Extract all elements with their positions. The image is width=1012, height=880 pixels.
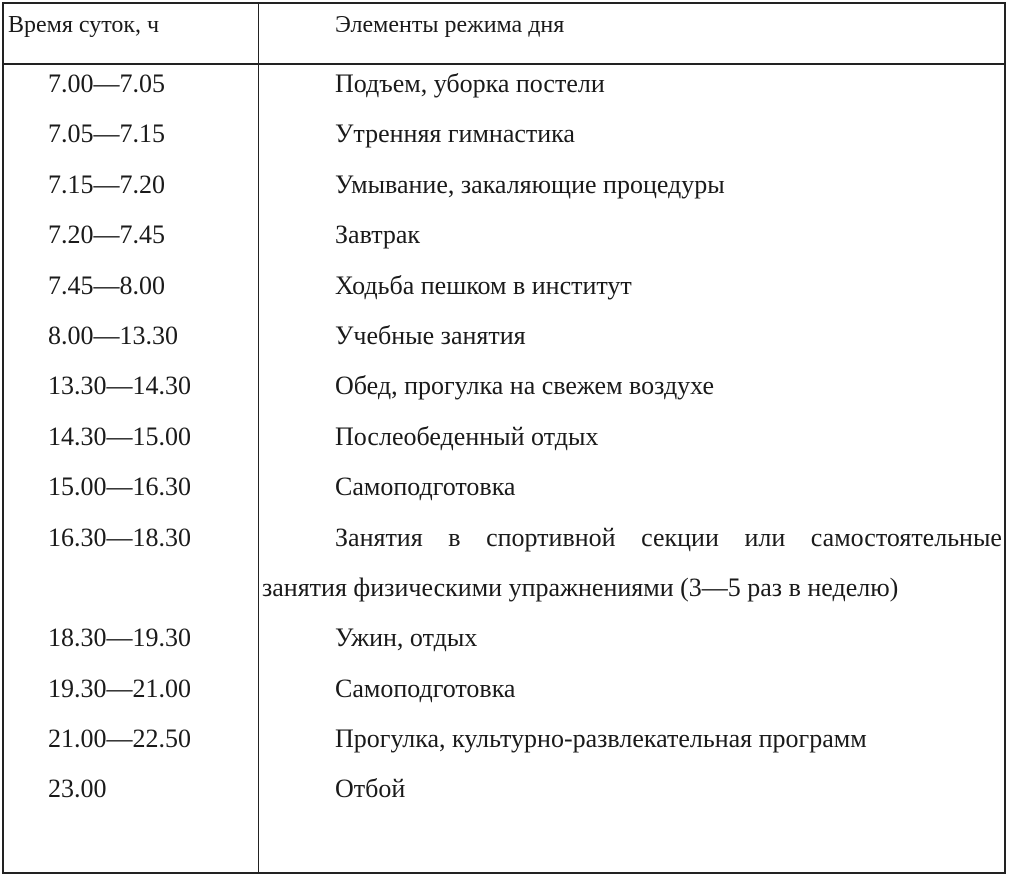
table-body [4,67,1004,823]
activity-cell: Самоподготовка [335,472,516,502]
activity-cell: Подъем, уборка постели [335,69,605,98]
activity-cell: Ходьба пешком в институт [335,270,632,300]
activity-cell: Умывание, закаляющие процедуры [335,169,725,199]
activity-cell: Послеобеденный отдых [335,421,599,451]
activity-cell: Ужин, отдых [335,623,478,653]
table-row [4,67,1004,117]
table-row [4,772,1004,822]
activity-cell: Отбой [335,774,406,804]
activity-cell: Завтрак [335,220,421,250]
activity-word: спортивной [486,522,616,552]
activity-cell: Прогулка, культурно-развлекательная программ [335,724,867,754]
time-cell: 7.20—7.45 [48,220,165,250]
time-cell: 21.00—22.50 [48,724,191,754]
time-cell: 7.00—7.05 [48,69,165,98]
activity-word: Занятия [335,522,423,552]
header-divider [4,63,1004,65]
activity-cell [260,513,1002,614]
table-row [4,722,1004,772]
time-cell: 18.30—19.30 [48,623,191,653]
activity-line-2: занятия физическими упражнениями (3—5 раз в неделю) [262,572,899,602]
table-row [4,521,1004,622]
activity-word: или [744,522,786,552]
activity-word: самостоятельные [810,522,1002,552]
table-row [4,168,1004,218]
daily-schedule-table [2,2,1006,874]
table-row [4,319,1004,369]
activity-word: секции [641,522,719,552]
activity-line-1 [260,513,1002,563]
activity-cell: Учебные занятия [335,320,526,350]
table-row [4,117,1004,167]
activity-cell: Самоподготовка [335,673,516,703]
time-cell: 7.05—7.15 [48,119,165,149]
activity-cell: Обед, прогулка на свежем воздухе [335,371,715,401]
activity-cell: Утренняя гимнастика [335,119,575,149]
table-row [4,218,1004,268]
table-row [4,420,1004,470]
header-regime-elements: Элементы режима дня [335,12,565,38]
table-row [4,269,1004,319]
table-row [4,672,1004,722]
time-cell: 14.30—15.00 [48,421,191,451]
time-cell: 23.00 [48,774,107,804]
activity-word: в [448,522,461,552]
time-cell: 7.15—7.20 [48,169,165,199]
time-cell: 16.30—18.30 [48,522,191,552]
table-row [4,621,1004,671]
time-cell: 13.30—14.30 [48,371,191,401]
time-cell: 7.45—8.00 [48,270,165,300]
table-row [4,369,1004,419]
time-cell: 15.00—16.30 [48,472,191,502]
time-cell: 19.30—21.00 [48,673,191,703]
header-time-of-day: Время суток, ч [8,12,160,38]
time-cell: 8.00—13.30 [48,320,178,350]
